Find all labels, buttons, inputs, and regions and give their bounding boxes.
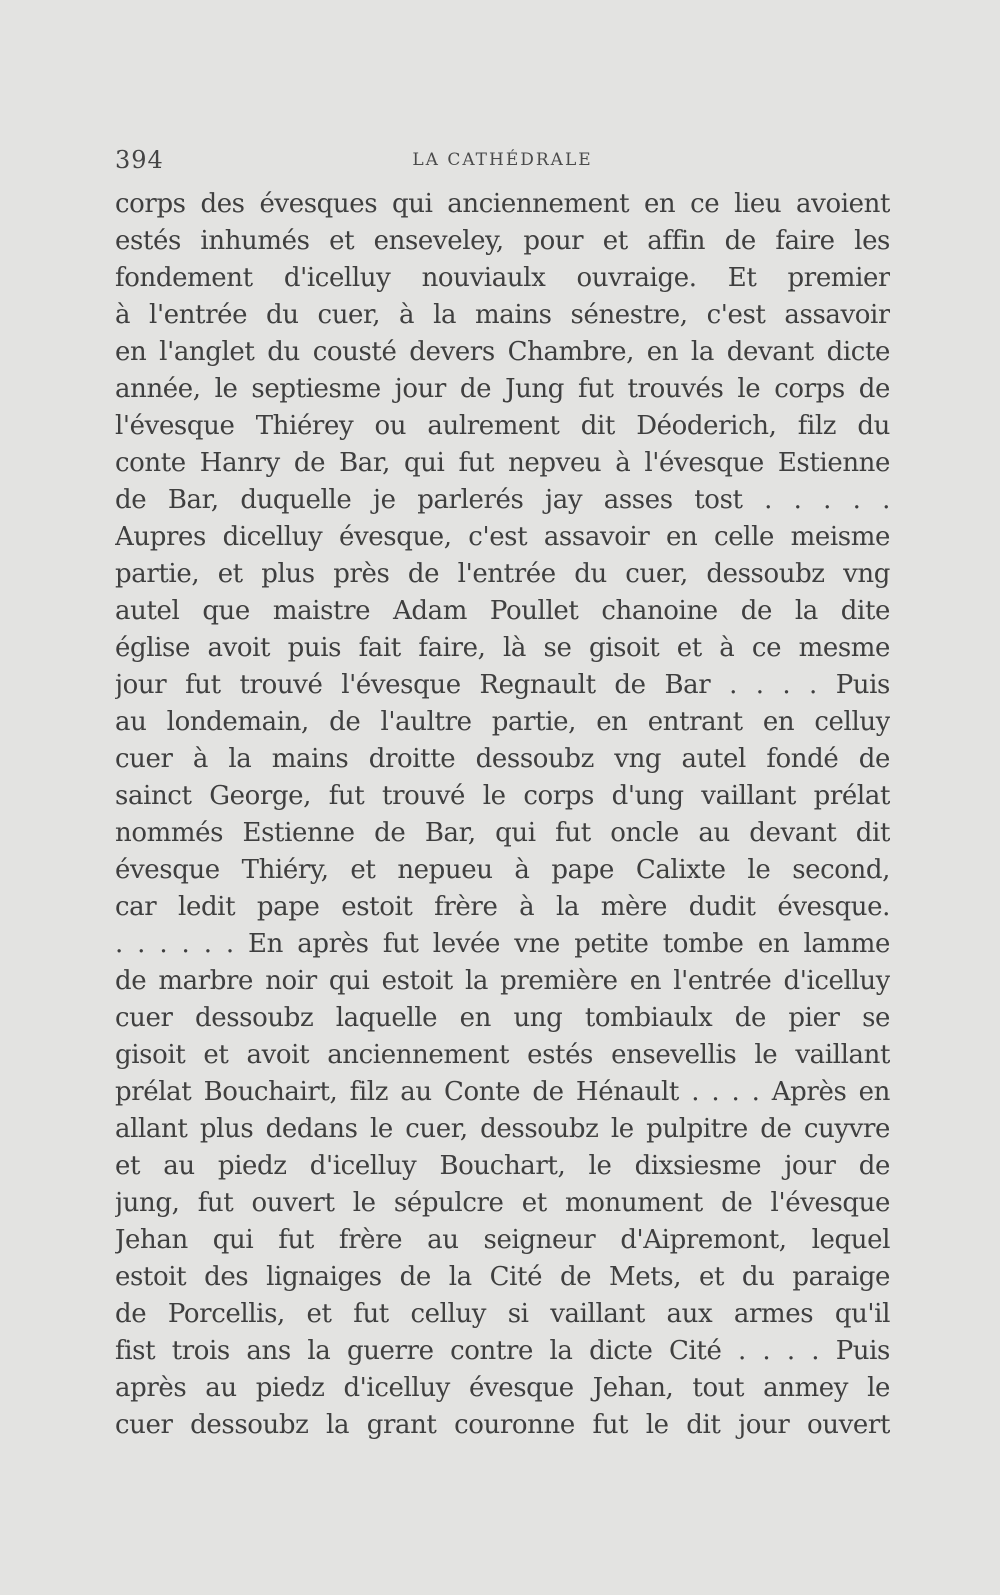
text-line: car ledit pape estoit frère à la mère dudit évesque. bbox=[115, 892, 890, 922]
text-line: jour fut trouvé l'évesque Regnault de Bar . . . . Puis bbox=[115, 670, 890, 700]
text-line: église avoit puis fait faire, là se gisoit et à ce mesme bbox=[115, 633, 890, 663]
text-line: année, le septiesme jour de Jung fut trouvés le corps de bbox=[115, 374, 890, 404]
page-number: 394 bbox=[115, 146, 164, 174]
text-line: à l'entrée du cuer, à la mains sénestre, c'est assavoir bbox=[115, 300, 890, 330]
text-line: estés inhumés et enseveley, pour et affin de faire les bbox=[115, 226, 890, 256]
running-head bbox=[115, 140, 890, 180]
text-line: corps des évesques qui anciennement en ce lieu avoient bbox=[115, 189, 890, 219]
text-line: de Bar, duquelle je parlerés jay asses tost . . . . . bbox=[115, 485, 890, 515]
text-line: allant plus dedans le cuer, dessoubz le pulpitre de cuyvre bbox=[115, 1114, 890, 1144]
text-line: nommés Estienne de Bar, qui fut oncle au devant dit bbox=[115, 818, 890, 848]
text-line: . . . . . . En après fut levée vne petite tombe en lamme bbox=[115, 929, 890, 959]
text-line: gisoit et avoit anciennement estés ensevellis le vaillant bbox=[115, 1040, 890, 1070]
text-line: cuer dessoubz laquelle en ung tombiaulx de pier se bbox=[115, 1003, 890, 1033]
text-line: au londemain, de l'aultre partie, en entrant en celluy bbox=[115, 707, 890, 737]
text-line: en l'anglet du cousté devers Chambre, en la devant dicte bbox=[115, 337, 890, 367]
text-line: cuer à la mains droitte dessoubz vng autel fondé de bbox=[115, 744, 890, 774]
text-line: évesque Thiéry, et nepueu à pape Calixte le second, bbox=[115, 855, 890, 885]
text-line: fondement d'icelluy nouviaulx ouvraige. Et premier bbox=[115, 263, 890, 293]
text-line: Jehan qui fut frère au seigneur d'Aipremont, lequel bbox=[115, 1225, 890, 1255]
text-line: prélat Bouchairt, filz au Conte de Hénault . . . . Après en bbox=[115, 1077, 890, 1107]
text-line: après au piedz d'icelluy évesque Jehan, tout anmey le bbox=[115, 1373, 890, 1403]
text-line: conte Hanry de Bar, qui fut nepveu à l'évesque Estienne bbox=[115, 448, 890, 478]
text-line: et au piedz d'icelluy Bouchart, le dixsiesme jour de bbox=[115, 1151, 890, 1181]
text-line: jung, fut ouvert le sépulcre et monument de l'évesque bbox=[115, 1188, 890, 1218]
text-line: sainct George, fut trouvé le corps d'ung vaillant prélat bbox=[115, 781, 890, 811]
text-line: Aupres dicelluy évesque, c'est assavoir en celle meisme bbox=[115, 522, 890, 552]
text-line: de Porcellis, et fut celluy si vaillant aux armes qu'il bbox=[115, 1299, 890, 1329]
text-line: autel que maistre Adam Poullet chanoine de la dite bbox=[115, 596, 890, 626]
text-line: de marbre noir qui estoit la première en l'entrée d'icelluy bbox=[115, 966, 890, 996]
running-title: LA CATHÉDRALE bbox=[412, 150, 593, 170]
text-line: cuer dessoubz la grant couronne fut le dit jour ouvert bbox=[115, 1410, 890, 1440]
text-line: l'évesque Thiérey ou aulrement dit Déoderich, filz du bbox=[115, 411, 890, 441]
text-line: fist trois ans la guerre contre la dicte Cité . . . . Puis bbox=[115, 1336, 890, 1366]
body-text bbox=[115, 186, 890, 1444]
text-line: estoit des lignaiges de la Cité de Mets, et du paraige bbox=[115, 1262, 890, 1292]
text-line: partie, et plus près de l'entrée du cuer, dessoubz vng bbox=[115, 559, 890, 589]
